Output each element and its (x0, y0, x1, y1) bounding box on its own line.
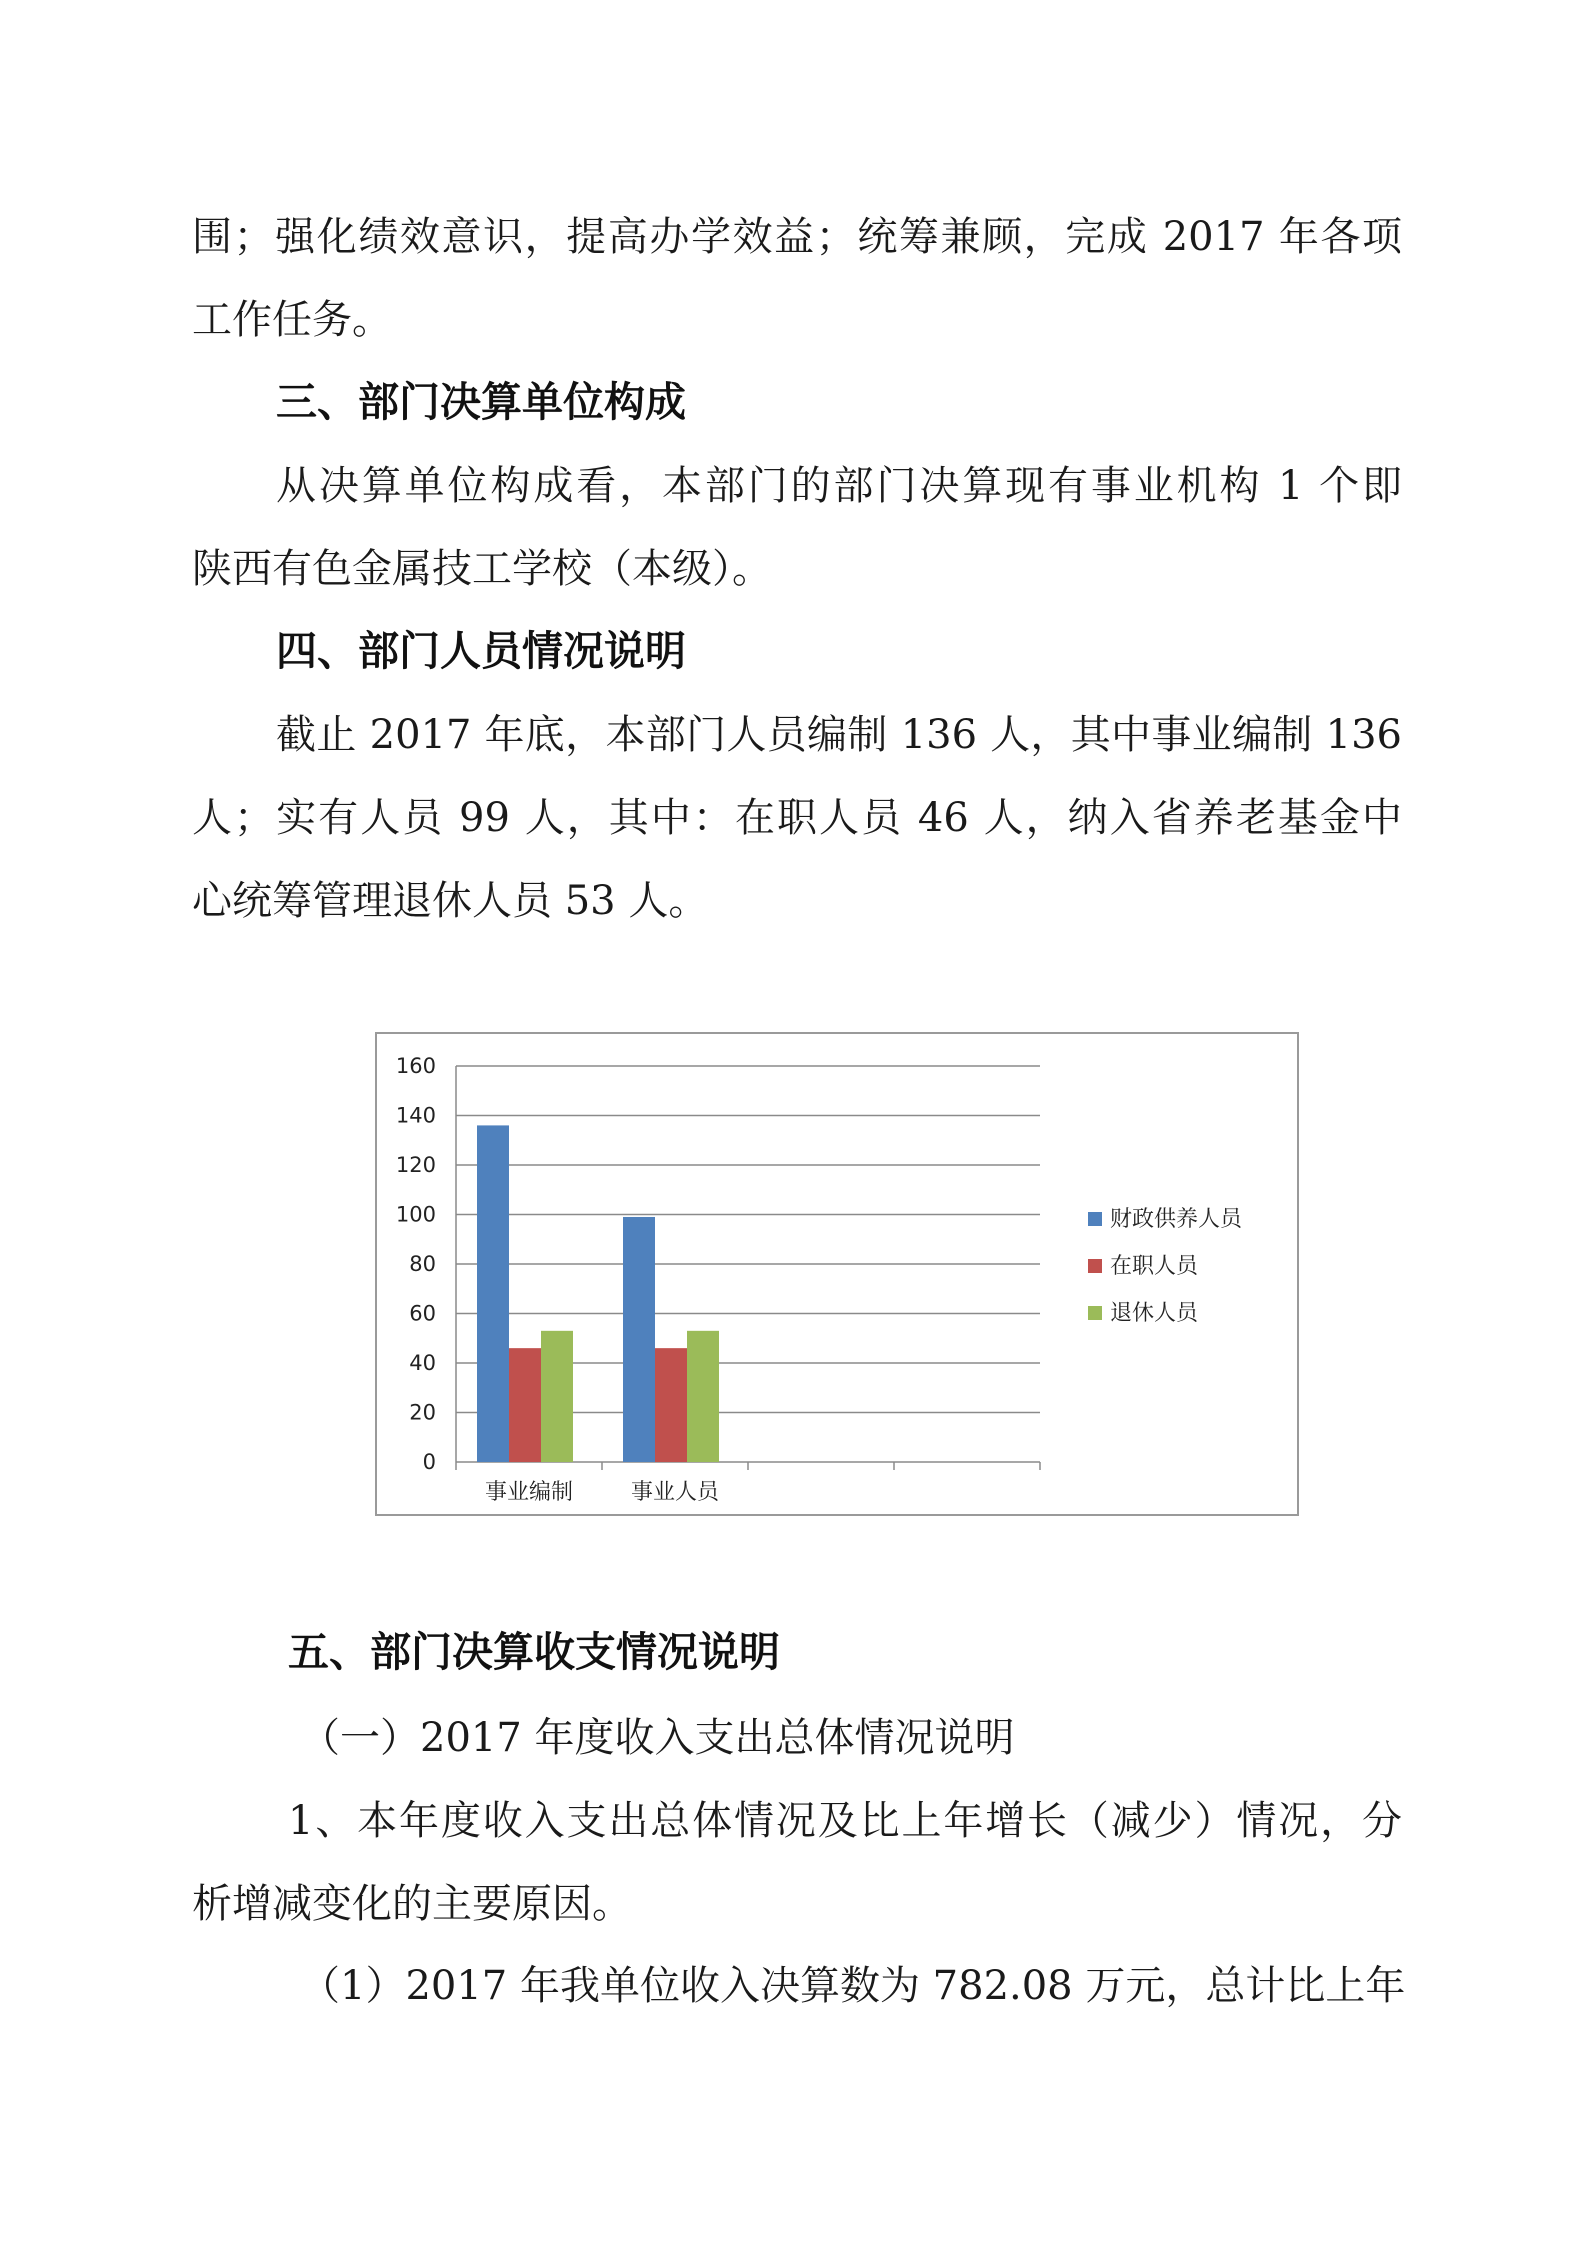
legend-label: 财政供养人员 (1110, 1207, 1243, 1232)
paragraph-line: 心统筹管理退休人员 53 人。 (192, 878, 709, 924)
y-tick-label: 140 (395, 1103, 436, 1128)
bar-1-2 (623, 1217, 655, 1462)
y-tick-label: 80 (409, 1252, 436, 1276)
paragraph-line: 析增减变化的主要原因。 (192, 1881, 632, 1927)
staff-bar-chart (375, 1032, 1299, 1516)
section-heading-3: 三、部门决算单位构成 (276, 378, 686, 426)
paragraph-line: 1、本年度收入支出总体情况及比上年增长（减少）情况，分 (288, 1798, 1402, 1844)
legend-swatch (1088, 1306, 1102, 1320)
y-tick-label: 160 (395, 1054, 436, 1078)
paragraph-line: （1）2017 年我单位收入决算数为 782.08 万元，总计比上年 (300, 1963, 1406, 2009)
y-tick-label: 0 (422, 1450, 436, 1474)
paragraph-line: 陕西有色金属技工学校（本级）。 (192, 546, 772, 592)
bar-3-1 (541, 1331, 573, 1462)
bar-2-1 (509, 1348, 541, 1462)
paragraph-line: 从决算单位构成看，本部门的部门决算现有事业机构 1 个即 (276, 463, 1402, 509)
paragraph-line: 截止 2017 年底，本部门人员编制 136 人，其中事业编制 136 (276, 712, 1402, 758)
y-tick-label: 120 (395, 1153, 436, 1177)
legend-swatch (1088, 1212, 1102, 1226)
y-tick-label: 40 (409, 1351, 436, 1375)
paragraph-line: 工作任务。 (192, 297, 392, 343)
x-category-label: 事业编制 (484, 1480, 574, 1505)
bar-1-1 (477, 1125, 509, 1462)
y-tick-label: 20 (409, 1400, 436, 1425)
x-category-label: 事业人员 (630, 1480, 720, 1505)
legend-label: 退休人员 (1110, 1301, 1199, 1326)
paragraph-line: （一）2017 年度收入支出总体情况说明 (300, 1715, 1015, 1761)
legend-label: 在职人员 (1110, 1254, 1199, 1279)
y-tick-label: 100 (395, 1202, 436, 1227)
section-heading-4: 四、部门人员情况说明 (276, 627, 686, 675)
bar-3-2 (687, 1331, 719, 1462)
y-tick-label: 60 (409, 1301, 436, 1326)
bar-2-2 (655, 1348, 687, 1462)
legend-swatch (1088, 1259, 1102, 1273)
chart-canvas (377, 1034, 1297, 1514)
paragraph-line: 围；强化绩效意识，提高办学效益；统筹兼顾，完成 2017 年各项 (192, 214, 1402, 260)
paragraph-line: 人；实有人员 99 人，其中：在职人员 46 人，纳入省养老基金中 (192, 795, 1402, 841)
section-heading-5: 五、部门决算收支情况说明 (288, 1628, 780, 1676)
